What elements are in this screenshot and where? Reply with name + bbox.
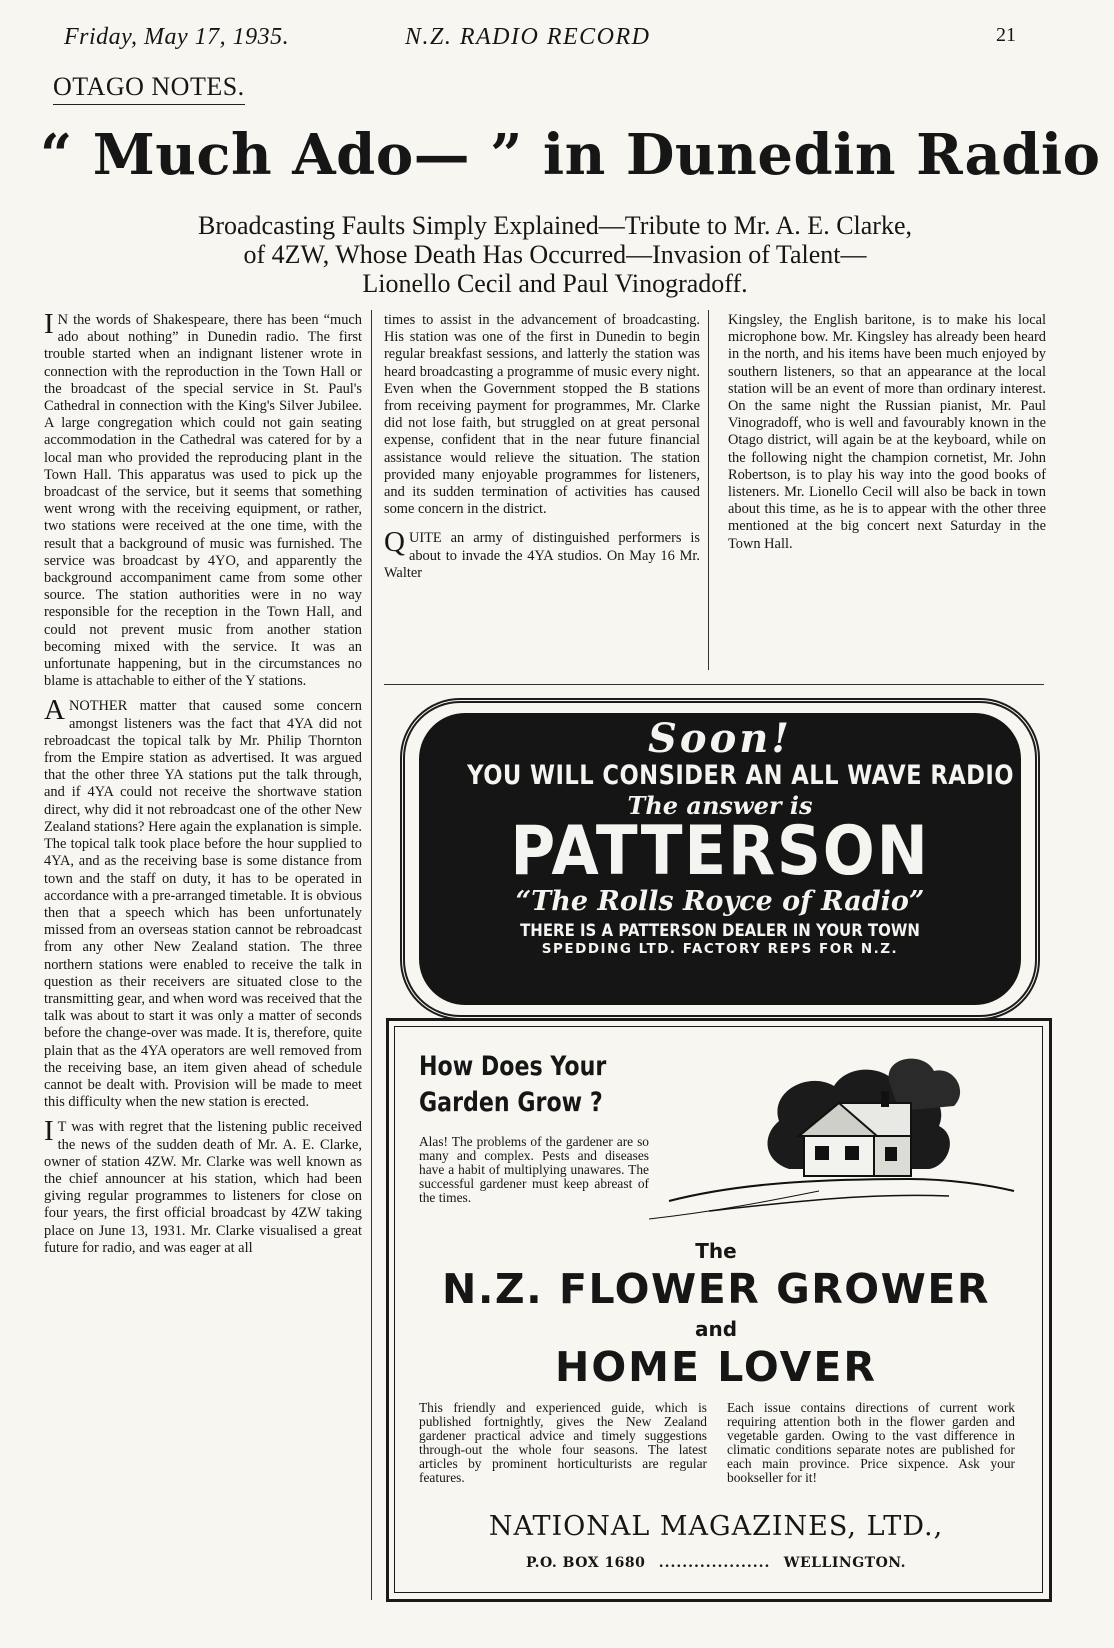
- garden-intro: Alas! The problems of the gardener are so many and complex. Pests and diseases have a habit of multiplying unawares. The successful gardener must keep abreast of the times.: [419, 1134, 649, 1205]
- ad-and: and: [694, 1317, 738, 1341]
- article-column-3: [728, 312, 1046, 561]
- drop-cap: A: [44, 694, 65, 727]
- paragraph-clarke: I T was with regret that the listening public received the news of the sudden death of Mr. A. E. Clarke, owner of station 4ZW. Mr. Clarke was well known as the chief announcer at his station, which had been giving regular programmes to listeners for close on four years, the first official broadcast by 4ZW taking place on June 13, 1931. Mr. Clarke visualised a great future for radio, and was eager at all: [44, 1115, 362, 1256]
- subheadline-line-3: Lionello Cecil and Paul Vinogradoff.: [362, 269, 748, 298]
- window: [845, 1146, 859, 1160]
- article-column-2: [384, 312, 700, 590]
- cottage-front: [804, 1136, 874, 1176]
- patterson-advertisement: [400, 698, 1040, 1020]
- paragraph-clarke-continued: times to assist in the advancement of broadcasting. His station was one of the first in Dunedin to begin regular breakfast sessions, and latterly the station was heard broadcasting a programme of music every night. Even when the Government stopped the B stations from receiving payment for programmes, Mr. Clarke did not lose faith, but struggled on at great personal expense, confident that in the near future financial assistance would relieve the situation. The station provided many enjoyable programmes for listeners, and its sudden termination of activities has caused some concern in the district.: [384, 312, 700, 518]
- patterson-slogan: “The Rolls Royce of Radio”: [515, 886, 925, 917]
- issue-date: Friday, May 17, 1935.: [64, 24, 290, 50]
- paragraph-shakespeare: I N the words of Shakespeare, there has been “much ado about nothing” in Dunedin radio. The first trouble started when an indignant listener wrote in connection with the reproduction in the Town Hall or the broadcast of the special service in St. Paul's Cathedral in connection with the King's Silver Jubilee. A large congregation which could not gain seating accommodation in the Cathedral was catered for by a local man who provided the reproducing plant in the Town Hall. This apparatus was used to pick up the broadcast of the service, but it seems that something went wrong with the receiving equipment, or rather, two stations were received at the one time, with the result that a background of music was furnished. The service was broadcast by 4YO, and apparently the background accompaniment came from some other source. The station authorities were in no way responsible for the reception in the Town Hall, and could not prevent music from another station becoming mixed with the service. It was an unfortunate happening, but in the circumstances no blame is attachable to either of the Y stations.: [44, 308, 362, 690]
- ad-separator: [384, 684, 1044, 685]
- paragraph-talent: QUITE an army of distinguished performers is about to invade the 4YA studios. On May 16 Mr. Walter: [384, 526, 700, 581]
- ad-the: The: [695, 1239, 737, 1263]
- home-lover-title: HOME LOVER: [555, 1343, 877, 1391]
- window: [885, 1147, 897, 1161]
- page-number: 21: [996, 24, 1016, 46]
- flower-grower-advertisement: [386, 1018, 1052, 1602]
- publication-title: N.Z. RADIO RECORD: [405, 24, 651, 50]
- chimney: [881, 1091, 889, 1107]
- paragraph-rebroadcast: ANOTHER matter that caused some concern amongst listeners was the fact that 4YA did not rebroadcast the topical talk by Mr. Philip Thornton from the Empire station as advertised. It was argued that the other three YA stations put the talk through, and if 4YA could not receive the shortwave station direct, why did it not rebroadcast one of the other New Zealand stations? Here again the explanation is simple. The topical talk took place before the hour supplied to 4YA, and as the receiving base is some distance from town and the staff on duty, it has to be operated in accordance with a pre-arranged timetable. It is obvious then that a speech which has been unfortunately missed from an overseas station cannot be rebroadcast from any other New Zealand station. The three northern stations were enabled to receive the talk in question as their receivers are situated close to the transmitting gear, and when word was received that the talk was about to start it was only a matter of seconds before the change-over was made. It is, therefore, quite plain that as the 4YA operators are well removed from the receiving base, an item given ahead of schedule cannot be dealt with. Provision will be made to meet this difficulty when the new station is erected.: [44, 694, 362, 1111]
- drop-cap: I: [44, 1115, 54, 1148]
- headline: “ Much Ado— ” in Dunedin Radio: [40, 122, 1101, 188]
- ad-description-left: This friendly and experienced guide, which is published fortnightly, gives the New Zealand gardener practical advice and timely suggestions through-out the whole four seasons. The latest articles by prominent horticulturists are regular features.: [419, 1400, 707, 1485]
- publisher-name: NATIONAL MAGAZINES, LTD.,: [488, 1511, 944, 1542]
- drop-cap: I: [44, 308, 54, 340]
- ad-consider: YOU WILL CONSIDER AN ALL WAVE RADIO: [467, 760, 1014, 791]
- paragraph-kingsley: Kingsley, the English baritone, is to make his local microphone bow. Mr. Kingsley has already been heard in the north, and his items have been much enjoyed by southern listeners, so that an appearance at the local station will be an event of more than ordinary interest. On the same night the Russian pianist, Mr. Paul Vinogradoff, who is well and favourably known in the Otago district, will again be at the keyboard, while on the following night the champion cornetist, Mr. John Robertson, is to play his way into the good books of listeners. Mr. Lionello Cecil will also be back in town about this time, as he is to appear with the other three mentioned at the big concert next Saturday in the Town Hall.: [728, 312, 1046, 552]
- section-title: OTAGO NOTES.: [53, 72, 245, 105]
- patterson-brand: PATTERSON: [510, 812, 930, 891]
- ground-line: [649, 1191, 819, 1219]
- subheadline-line-1: Broadcasting Faults Simply Explained—Tribute to Mr. A. E. Clarke,: [198, 211, 912, 240]
- article-column-1: [44, 308, 362, 1265]
- patterson-panel: [419, 713, 1021, 1005]
- window: [815, 1146, 829, 1160]
- path-line: [709, 1195, 949, 1211]
- garden-question: How Does Your Garden Grow ?: [419, 1051, 607, 1118]
- subheadline: [40, 211, 1070, 298]
- subheadline-line-2: of 4ZW, Whose Death Has Occurred—Invasion of Talent—: [243, 240, 867, 269]
- column-divider: [371, 310, 372, 1600]
- patterson-reps: SPEDDING LTD. FACTORY REPS FOR N.Z.: [541, 941, 899, 957]
- patterson-dealer: THERE IS A PATTERSON DEALER IN YOUR TOWN: [520, 921, 920, 941]
- publisher-address: P.O. BOX 1680 ................... WELLINGTON.: [525, 1555, 907, 1571]
- ad-soon: Soon!: [648, 715, 792, 762]
- ad-description-right: Each issue contains directions of current work requiring attention both in the flower garden and vegetable garden. Owing to the vast difference in climatic conditions separate notes are published for each main province. Price sixpence. Ask your bookseller for it!: [727, 1400, 1015, 1485]
- column-divider: [708, 310, 709, 670]
- ad-answer: The answer is: [627, 791, 813, 820]
- drop-cap: Q: [384, 526, 405, 559]
- flower-grower-title: N.Z. FLOWER GROWER: [442, 1265, 990, 1313]
- cottage-illustration: [649, 1051, 1019, 1221]
